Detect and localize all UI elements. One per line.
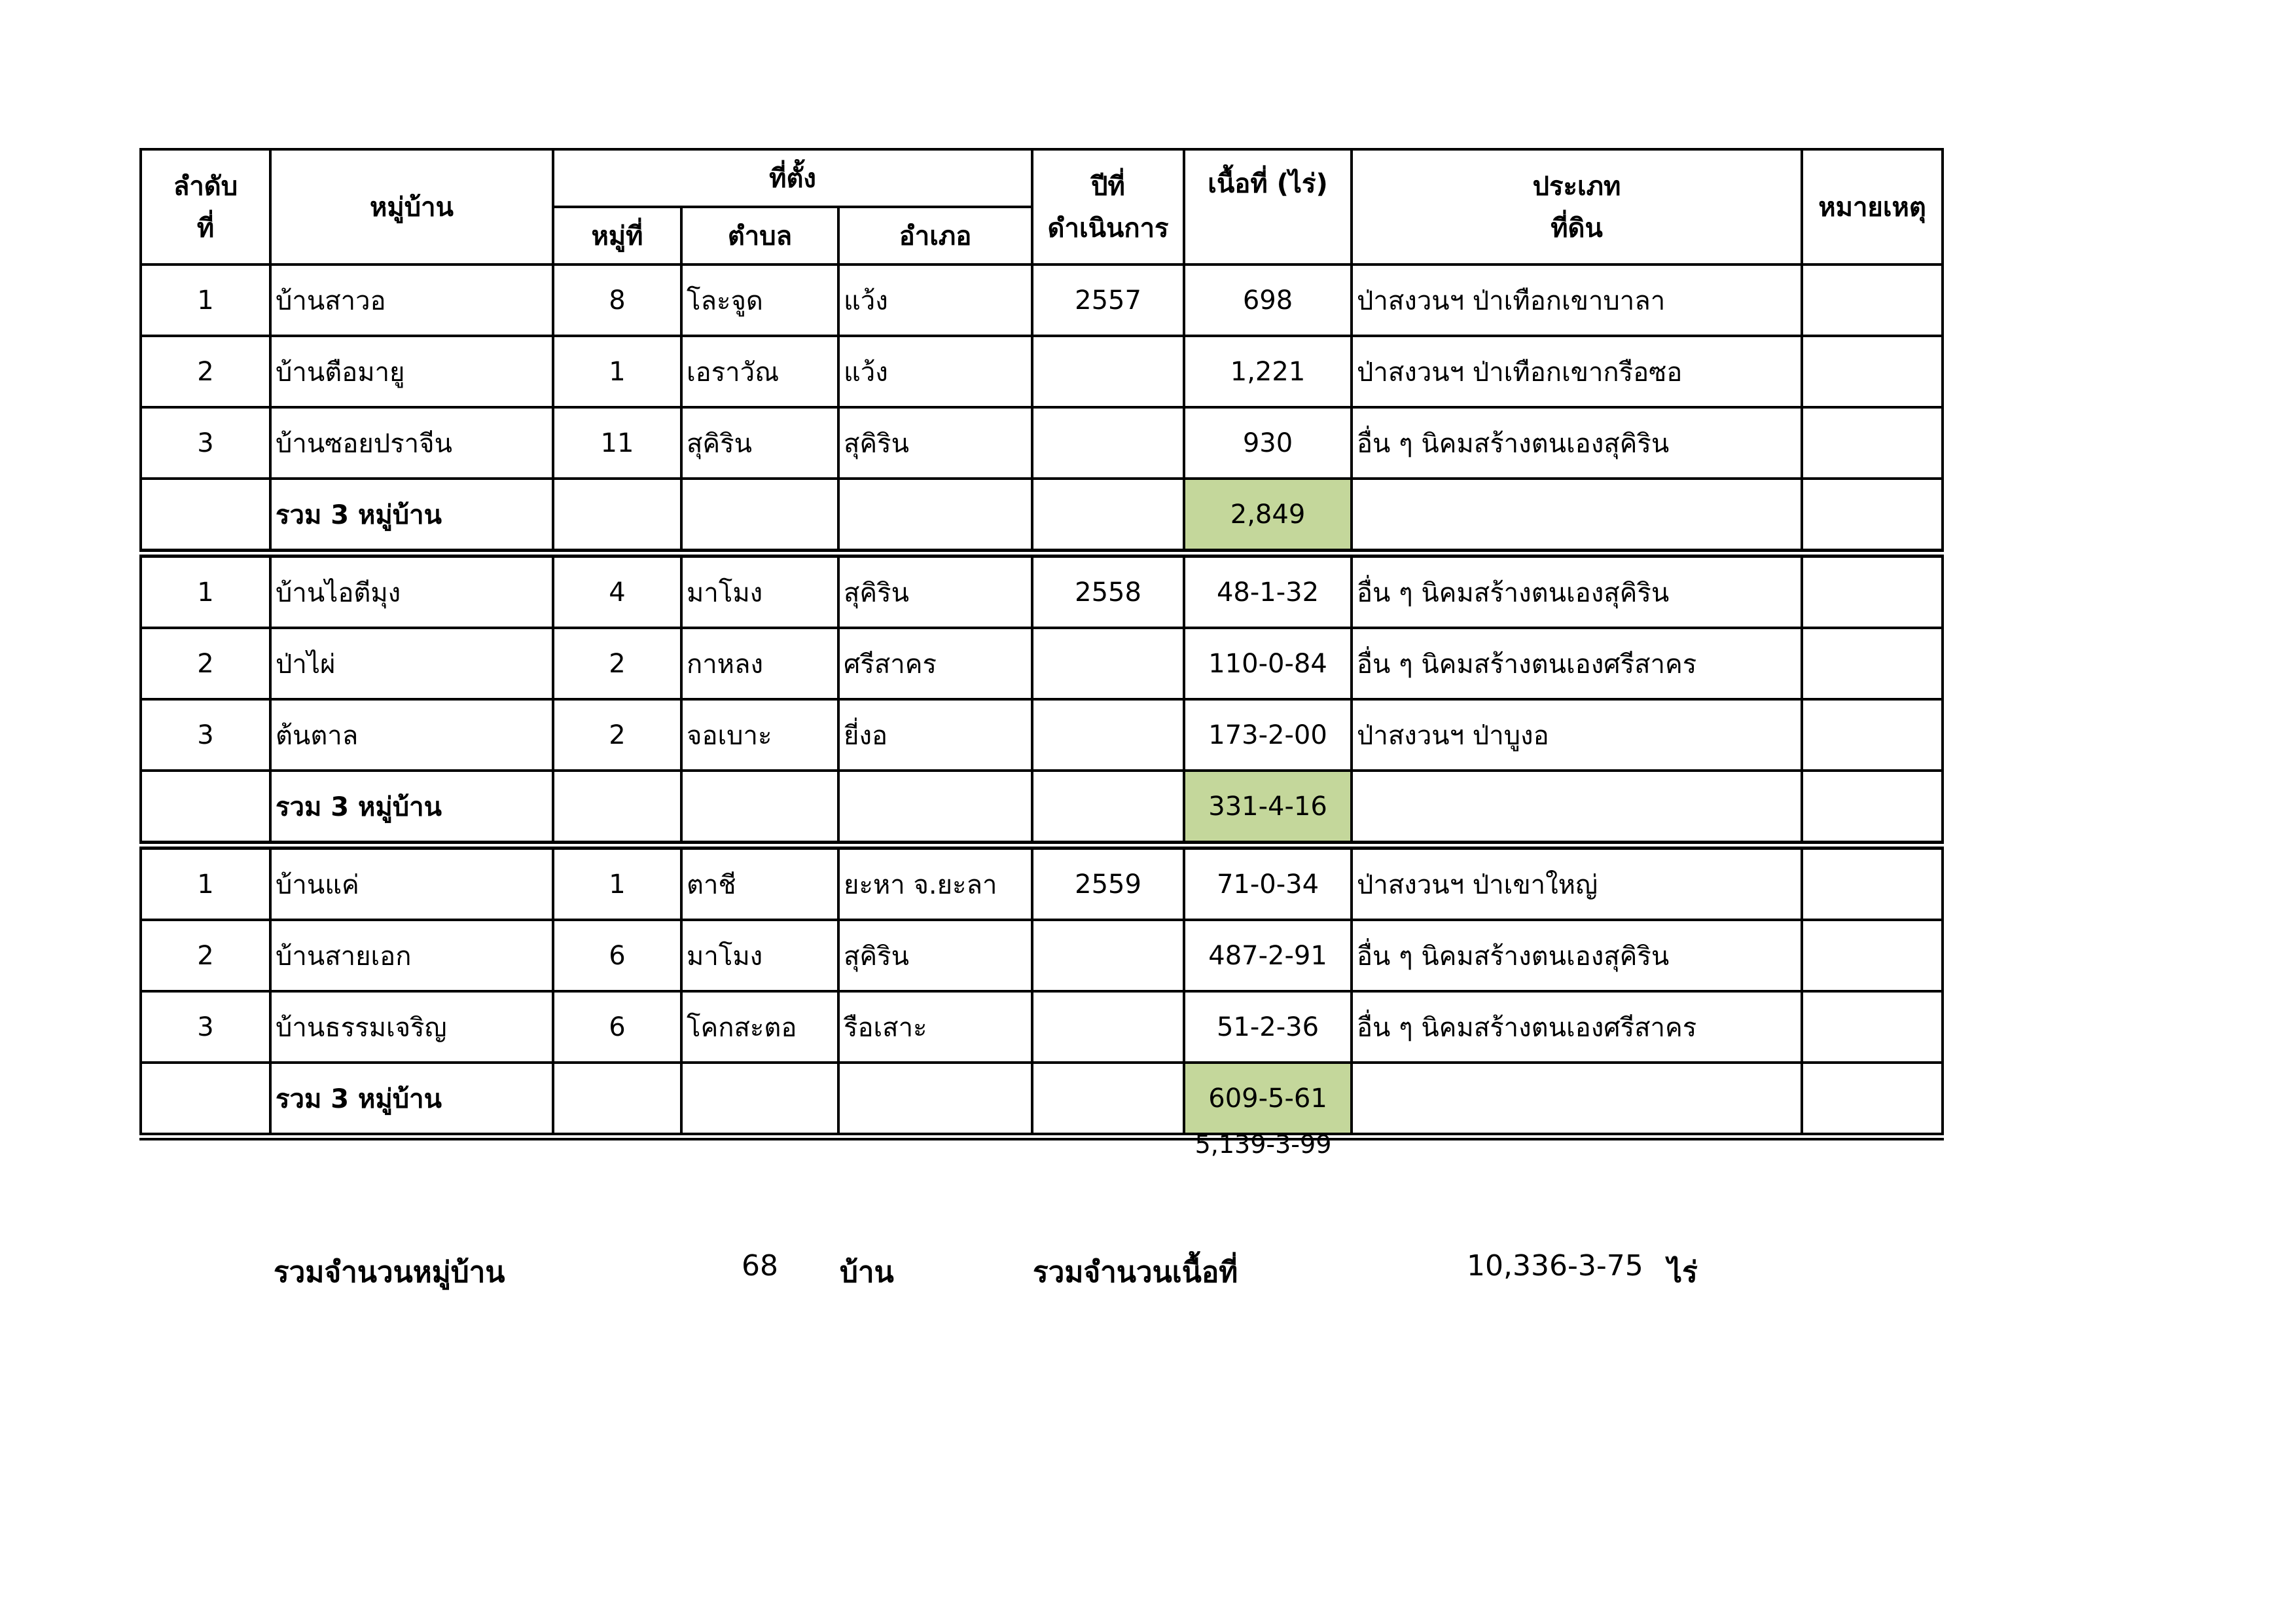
cell-remark xyxy=(1802,991,1943,1063)
cell-area: 48-1-32 xyxy=(1184,553,1352,628)
cell-year xyxy=(1032,336,1184,407)
cell-village: ต้นตาล xyxy=(270,699,553,771)
cell-empty xyxy=(1802,1063,1943,1137)
header-land-type-line2: ที่ดิน xyxy=(1551,213,1603,244)
group-total-row xyxy=(141,1063,1943,1137)
cell-moo: 6 xyxy=(553,920,681,991)
cell-remark xyxy=(1802,628,1943,699)
cell-empty xyxy=(681,1063,838,1137)
cell-area: 110-0-84 xyxy=(1184,628,1352,699)
table-group-3 xyxy=(141,845,1943,1137)
summary-villages-count: 68 xyxy=(742,1249,778,1283)
cell-empty xyxy=(681,479,838,553)
cell-seq: 3 xyxy=(141,699,270,771)
cell-amphoe: ยี่งอ xyxy=(838,699,1032,771)
cell-amphoe: สุคิริน xyxy=(838,407,1032,479)
cell-empty xyxy=(1802,771,1943,845)
cell-year xyxy=(1032,628,1184,699)
cell-seq: 2 xyxy=(141,628,270,699)
cell-year xyxy=(1032,699,1184,771)
cell-area: 487-2-91 xyxy=(1184,920,1352,991)
cell-seq: 2 xyxy=(141,336,270,407)
group-total-label: รวม 3 หมู่บ้าน xyxy=(270,771,553,845)
group-total-row xyxy=(141,479,1943,553)
group-total-area: 609-5-61 xyxy=(1184,1063,1352,1137)
header-seq-line1: ลำดับ xyxy=(173,172,238,202)
cell-village: ป่าไผ่ xyxy=(270,628,553,699)
cell-amphoe: รือเสาะ xyxy=(838,991,1032,1063)
cell-empty xyxy=(1032,1063,1184,1137)
header-moo: หมู่ที่ xyxy=(553,207,681,264)
cell-moo: 4 xyxy=(553,553,681,628)
table-header xyxy=(141,149,1943,264)
group-total-area: 331-4-16 xyxy=(1184,771,1352,845)
cell-empty xyxy=(1032,771,1184,845)
group-total-label: รวม 3 หมู่บ้าน xyxy=(270,1063,553,1137)
cell-year xyxy=(1032,991,1184,1063)
cell-land-type: ป่าสงวนฯ ป่าบูงอ xyxy=(1352,699,1802,771)
cell-empty xyxy=(1352,479,1802,553)
cell-amphoe: ศรีสาคร xyxy=(838,628,1032,699)
cell-empty xyxy=(1352,1063,1802,1137)
cell-tambon: โละจูด xyxy=(681,264,838,336)
land-allocation-table xyxy=(139,148,1944,1140)
cell-moo: 2 xyxy=(553,628,681,699)
cell-village: บ้านสาวอ xyxy=(270,264,553,336)
cell-tambon: ตาชี xyxy=(681,845,838,920)
summary-area-value: 10,336-3-75 xyxy=(1467,1249,1643,1283)
cell-village: บ้านซอยปราจีน xyxy=(270,407,553,479)
cell-land-type: ป่าสงวนฯ ป่าเขาใหญ่ xyxy=(1352,845,1802,920)
header-year-line2: ดำเนินการ xyxy=(1047,213,1169,244)
table-group-1 xyxy=(141,264,1943,553)
header-seq xyxy=(141,149,270,264)
header-area xyxy=(1184,149,1352,264)
cell-year: 2559 xyxy=(1032,845,1184,920)
land-table-sheet xyxy=(139,148,1944,1140)
header-location: ที่ตั้ง xyxy=(553,149,1032,207)
table-row xyxy=(141,264,1943,336)
cell-year: 2557 xyxy=(1032,264,1184,336)
cell-seq: 1 xyxy=(141,553,270,628)
summary-line xyxy=(0,1249,2296,1295)
cell-amphoe: แว้ง xyxy=(838,336,1032,407)
cell-village: บ้านธรรมเจริญ xyxy=(270,991,553,1063)
header-year-line1: ปีที่ xyxy=(1091,172,1125,202)
cell-tambon: เอราวัณ xyxy=(681,336,838,407)
cell-empty xyxy=(1352,771,1802,845)
summary-villages-label: รวมจำนวนหมู่บ้าน xyxy=(274,1256,505,1289)
cell-amphoe: สุคิริน xyxy=(838,920,1032,991)
table-row xyxy=(141,336,1943,407)
cell-remark xyxy=(1802,699,1943,771)
table-row xyxy=(141,553,1943,628)
cell-empty xyxy=(838,479,1032,553)
grand-total-area: 5,139-3-99 xyxy=(1194,1130,1332,1159)
table-row xyxy=(141,699,1943,771)
cell-area: 1,221 xyxy=(1184,336,1352,407)
cell-village: บ้านไอตีมุง xyxy=(270,553,553,628)
summary-villages-unit: บ้าน xyxy=(840,1256,894,1289)
header-land-type xyxy=(1352,149,1802,264)
cell-area: 173-2-00 xyxy=(1184,699,1352,771)
cell-remark xyxy=(1802,336,1943,407)
cell-amphoe: สุคิริน xyxy=(838,553,1032,628)
cell-area: 698 xyxy=(1184,264,1352,336)
cell-area: 51-2-36 xyxy=(1184,991,1352,1063)
cell-empty xyxy=(141,771,270,845)
cell-empty xyxy=(1802,479,1943,553)
cell-remark xyxy=(1802,264,1943,336)
cell-remark xyxy=(1802,845,1943,920)
table-row xyxy=(141,628,1943,699)
cell-area: 930 xyxy=(1184,407,1352,479)
group-total-label: รวม 3 หมู่บ้าน xyxy=(270,479,553,553)
header-remark: หมายเหตุ xyxy=(1802,149,1943,264)
cell-amphoe: แว้ง xyxy=(838,264,1032,336)
cell-tambon: จอเบาะ xyxy=(681,699,838,771)
cell-empty xyxy=(553,479,681,553)
cell-empty xyxy=(838,1063,1032,1137)
summary-area-unit: ไร่ xyxy=(1668,1256,1698,1289)
cell-land-type: อื่น ๆ นิคมสร้างตนเองสุคิริน xyxy=(1352,553,1802,628)
cell-land-type: อื่น ๆ นิคมสร้างตนเองศรีสาคร xyxy=(1352,991,1802,1063)
cell-village: บ้านแค่ xyxy=(270,845,553,920)
cell-land-type: ป่าสงวนฯ ป่าเทือกเขาบาลา xyxy=(1352,264,1802,336)
cell-tambon: กาหลง xyxy=(681,628,838,699)
cell-moo: 11 xyxy=(553,407,681,479)
table-row xyxy=(141,991,1943,1063)
cell-empty xyxy=(553,771,681,845)
cell-tambon: มาโมง xyxy=(681,553,838,628)
cell-moo: 1 xyxy=(553,336,681,407)
cell-amphoe: ยะหา จ.ยะลา xyxy=(838,845,1032,920)
group-total-row xyxy=(141,771,1943,845)
cell-land-type: อื่น ๆ นิคมสร้างตนเองศรีสาคร xyxy=(1352,628,1802,699)
cell-tambon: มาโมง xyxy=(681,920,838,991)
cell-empty xyxy=(553,1063,681,1137)
cell-village: บ้านตือมายู xyxy=(270,336,553,407)
table-group-2 xyxy=(141,553,1943,845)
cell-land-type: ป่าสงวนฯ ป่าเทือกเขากรือซอ xyxy=(1352,336,1802,407)
cell-seq: 3 xyxy=(141,407,270,479)
cell-year xyxy=(1032,920,1184,991)
cell-moo: 1 xyxy=(553,845,681,920)
cell-seq: 1 xyxy=(141,264,270,336)
cell-seq: 2 xyxy=(141,920,270,991)
cell-empty xyxy=(838,771,1032,845)
table-row xyxy=(141,407,1943,479)
cell-seq: 3 xyxy=(141,991,270,1063)
summary-area-label: รวมจำนวนเนื้อที่ xyxy=(1033,1256,1238,1289)
header-seq-line2: ที่ xyxy=(196,213,215,244)
cell-remark xyxy=(1802,407,1943,479)
cell-year: 2558 xyxy=(1032,553,1184,628)
cell-year xyxy=(1032,407,1184,479)
cell-tambon: โคกสะตอ xyxy=(681,991,838,1063)
group-total-area: 2,849 xyxy=(1184,479,1352,553)
cell-moo: 8 xyxy=(553,264,681,336)
header-year xyxy=(1032,149,1184,264)
table-row xyxy=(141,845,1943,920)
cell-village: บ้านสายเอก xyxy=(270,920,553,991)
cell-empty xyxy=(141,479,270,553)
cell-remark xyxy=(1802,553,1943,628)
table-row xyxy=(141,920,1943,991)
cell-empty xyxy=(681,771,838,845)
header-amphoe: อำเภอ xyxy=(838,207,1032,264)
header-area-label: เนื้อที่ (ไร่) xyxy=(1208,169,1328,199)
cell-empty xyxy=(1032,479,1184,553)
header-land-type-line1: ประเภท xyxy=(1532,172,1621,202)
header-tambon: ตำบล xyxy=(681,207,838,264)
cell-land-type: อื่น ๆ นิคมสร้างตนเองสุคิริน xyxy=(1352,920,1802,991)
header-village: หมู่บ้าน xyxy=(270,149,553,264)
cell-moo: 2 xyxy=(553,699,681,771)
cell-remark xyxy=(1802,920,1943,991)
cell-moo: 6 xyxy=(553,991,681,1063)
cell-empty xyxy=(141,1063,270,1137)
cell-area: 71-0-34 xyxy=(1184,845,1352,920)
cell-tambon: สุคิริน xyxy=(681,407,838,479)
cell-land-type: อื่น ๆ นิคมสร้างตนเองสุคิริน xyxy=(1352,407,1802,479)
cell-seq: 1 xyxy=(141,845,270,920)
